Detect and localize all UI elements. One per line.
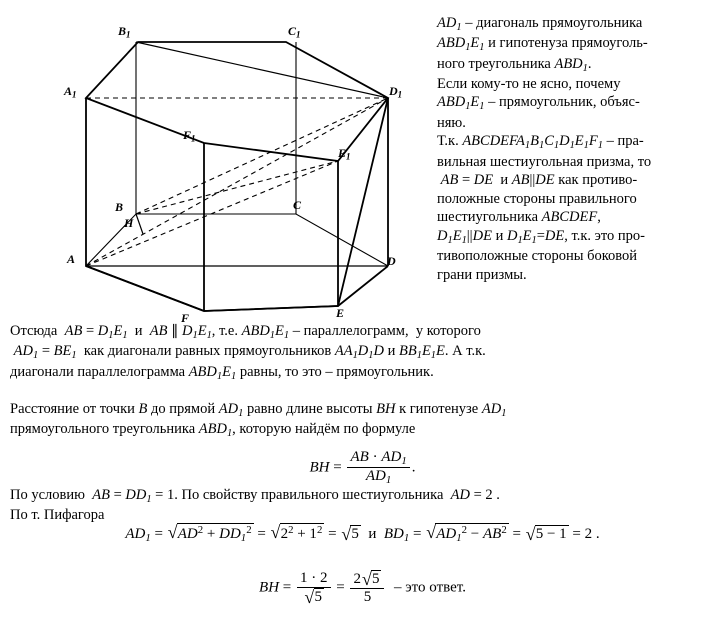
right-line-4: Если кому-то не ясно, почему — [437, 75, 621, 92]
vertex-label-B: B — [115, 200, 124, 214]
fraction-2sqrt5-5: $\frac{2 √ 5}{5}$ — [350, 570, 384, 607]
vertex-label-D1: $D_1$ — [389, 84, 403, 100]
vertex-label-C: C — [293, 198, 302, 212]
otsyuda-line-1: Отсюда AB = $D_1E_1$ и AB ∥ $D_1E_1$, т.е. $ABD_1E_1$ – параллелограмм, у которого — [10, 323, 481, 341]
vertex-label-A: A — [67, 252, 76, 266]
radical-5-minus-1: √ 5 − 1 — [526, 525, 569, 543]
paragraph-rasstoyanie — [10, 400, 716, 441]
vertex-label-H: H — [124, 216, 134, 230]
right-line-1: $AD_1$ – диагональ прямоугольника — [437, 15, 643, 33]
fraction-bh: $\frac{AB \cdot AD_1}{AD_1}$ — [347, 449, 409, 487]
prism-svg — [8, 6, 428, 326]
equation-final-answer: BH = 1 · 2 √ 5 = $\frac{2 √ 5}{5}$ – это ответ. — [0, 570, 725, 607]
right-line-2: $ABD_1E_1$ и гипотенуза прямоуголь- — [437, 35, 648, 54]
equation-ad1: $AD_1$ = √ $AD^2 + DD_1^2$ = √ $2^2 + 1^2$ = √ 5 и $BD_1$ = √ $AD_1^2 - AB^2$ = √ 5 − 1 = 2 . — [0, 523, 725, 544]
right-line-10: положные стороны правильного — [437, 190, 637, 207]
line-B1-D1 — [136, 42, 388, 98]
otsyuda-line-2: $AD_1 = BE_1$ как диагонали равных прямоугольников $AA_1D_1D$ и $BB_1E_1E$. А т.к. — [13, 343, 486, 362]
line-B-H — [136, 214, 143, 234]
radical-5: √ 5 — [341, 525, 361, 543]
rasst-line-2: прямоугольного треугольника $ABD_1$, которую найдём по формуле — [10, 421, 416, 440]
right-line-13: тивоположные стороны боковой — [437, 247, 638, 264]
otsyuda-line-3: диагонали параллелограмма $ABD_1E_1$ равны, то это – прямоугольник. — [10, 363, 434, 382]
right-line-14: грани призмы. — [437, 266, 527, 283]
right-line-9: AB = DE и AB||DE как противо- — [440, 172, 638, 189]
right-line-11: шестиугольника ABCDEF, — [437, 209, 601, 226]
fraction-1x2-sqrt5: 1 · 2 √ 5 — [297, 570, 331, 607]
right-line-8: вильная шестиугольная призма, то — [437, 153, 652, 170]
paragraph-uslovie — [10, 486, 716, 525]
vertex-label-F: F — [181, 311, 190, 325]
vertex-label-D: D — [387, 254, 396, 268]
line-A-E1 — [86, 161, 338, 266]
radical-ad1-ab: √ $AD_1^2 - AB^2$ — [426, 523, 509, 544]
equation-bh-formula: BH = $\frac{AB \cdot AD_1}{AD_1}$ . — [309, 449, 416, 487]
vertex-label-A1: $A_1$ — [64, 84, 77, 100]
rasst-line-1: Расстояние от точки B до прямой $AD_1$ равно длине высоты BH к гипотенузе $AD_1$ — [10, 401, 507, 419]
right-line-12: $D_1E_1||DE$ и $D_1E_1=DE$, т.к. это про- — [437, 227, 646, 246]
top-hexagon — [86, 42, 388, 161]
radical-ad-dd: √ $AD^2 + DD_1^2$ — [168, 523, 254, 544]
vertex-label-C1: $C_1$ — [288, 24, 301, 40]
radical-5-den: √ 5 — [305, 588, 325, 606]
vertex-label-B1: $B_1$ — [118, 24, 131, 40]
edge-A-F — [86, 266, 204, 311]
right-line-7: Т.к. $ABCDEFA_1B_1C_1D_1E_1F_1 - пра-$ — [437, 133, 644, 152]
uslovie-line-1: По условию AB = $DD_1 = 1$. По свойству правильного шестиугольника AD = 2 . — [10, 487, 500, 505]
right-line-6: няю. — [437, 114, 466, 131]
radical-2-1: √ $2^2 + 1^2$ — [271, 523, 325, 543]
vertex-label-F1: $F_1$ — [183, 128, 196, 144]
vertex-label-E1: $E_1$ — [338, 146, 351, 162]
right-column-text — [437, 14, 719, 284]
edge-F-E — [204, 306, 338, 311]
radical-5-num: √ 5 — [362, 570, 382, 588]
hexagonal-prism-figure — [8, 6, 428, 326]
right-line-5: $ABD_1E_1$ – прямоугольник, объяс- — [437, 94, 640, 113]
uslovie-line-2: По т. Пифагора — [10, 507, 105, 524]
right-line-3: ного треугольника $ABD_1$. — [437, 55, 592, 74]
vertex-label-E: E — [336, 306, 345, 320]
paragraph-otsyuda — [10, 322, 716, 383]
line-B-E1 — [136, 161, 338, 214]
side-edges-outline — [86, 98, 388, 311]
